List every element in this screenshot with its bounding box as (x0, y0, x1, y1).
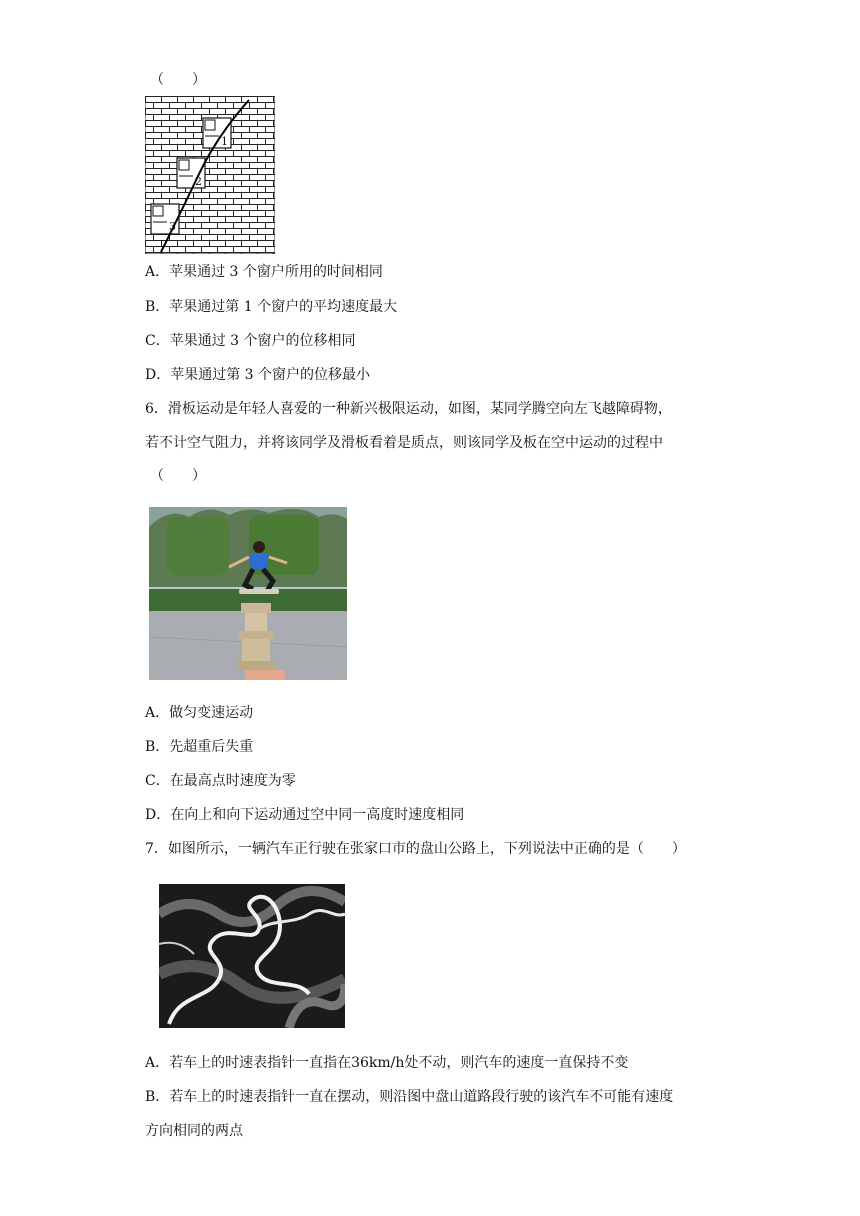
q6-option-d: D．在向上和向下运动通过空中同一高度时速度相同 (145, 807, 465, 823)
q6-option-a: A．做匀变速运动 (145, 705, 254, 721)
q7-option-b-line1: B．若车上的时速表指针一直在摆动，则沿图中盘山道路段行驶的该汽车不可能有速度 (145, 1089, 674, 1105)
q6-stem-line1: 6．滑板运动是年轻人喜爱的一种新兴极限运动，如图，某同学腾空向左飞越障碍物， (145, 401, 672, 417)
brick-wall-window-figure (145, 96, 275, 254)
q6-paren: （ ） (150, 468, 206, 484)
mountain-road-photo (159, 884, 345, 1028)
window-label-2: 2 (195, 175, 202, 188)
q5-option-a: A．苹果通过 3 个窗户所用的时间相同 (145, 264, 383, 280)
window-label-3: 3 (169, 220, 176, 233)
q5-option-b: B．苹果通过第 1 个窗户的平均速度最大 (145, 299, 398, 315)
q5-option-c: C．苹果通过 3 个窗户的位移相同 (145, 333, 356, 349)
skateboard-photo (149, 507, 347, 680)
q7-option-a: A．若车上的时速表指针一直指在36km/h处不动，则汽车的速度一直保持不变 (145, 1055, 629, 1071)
q6-stem-line2: 若不计空气阻力，并将该同学及滑板看着是质点，则该同学及板在空中运动的过程中 (145, 435, 663, 451)
q5-paren: （ ） (150, 72, 206, 88)
q7-option-b-line2: 方向相同的两点 (145, 1123, 243, 1139)
stone-pedestal (237, 603, 275, 669)
window-label-1: 1 (221, 135, 228, 148)
q7-stem: 7．如图所示，一辆汽车正行驶在张家口市的盘山公路上，下列说法中正确的是（ ） (145, 841, 686, 857)
q5-option-d: D．苹果通过第 3 个窗户的位移最小 (145, 367, 371, 383)
q6-option-b: B．先超重后失重 (145, 739, 254, 755)
q6-option-c: C．在最高点时速度为零 (145, 773, 296, 789)
